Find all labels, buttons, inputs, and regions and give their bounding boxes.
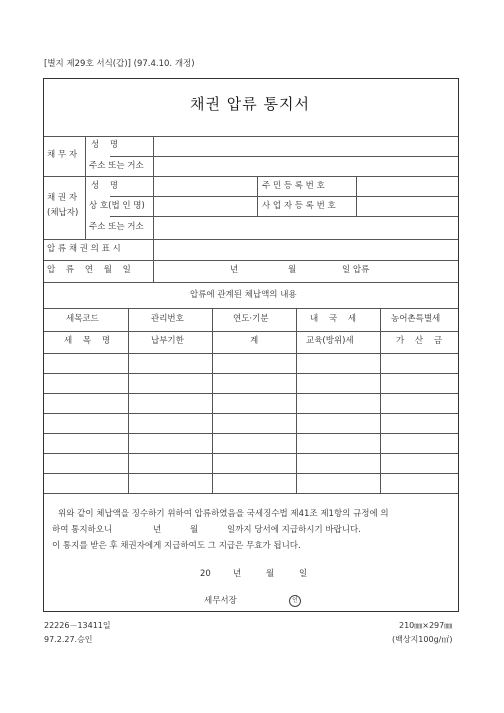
notice-line-1: 위와 같이 체납액을 징수하기 위하여 압류하였음을 국세징수법 제41조 제1항의 규정에 의 xyxy=(58,509,389,519)
notice-line-2-year: 년 xyxy=(153,525,162,535)
footer-paper-size: 210㎜×297㎜ xyxy=(399,621,453,630)
footer-approval-date: 97.2.27.승인 xyxy=(44,635,93,644)
date-month: 월 xyxy=(266,569,275,579)
form-title: 채권 압류 통지서 xyxy=(190,95,310,113)
col-tax-code: 세목코드 xyxy=(66,314,99,324)
col-year-period: 연도·기분 xyxy=(233,314,269,324)
date-prefix: 20 xyxy=(200,569,211,579)
notice-line-2a: 하여 통지하오니 xyxy=(52,525,113,535)
arrears-heading: 압류에 관계된 체납액의 내용 xyxy=(190,290,297,300)
date-day: 일 xyxy=(299,569,308,579)
seizure-month: 월 xyxy=(288,265,297,275)
debtor-name-label: 성 명 xyxy=(91,140,123,150)
col-total: 계 xyxy=(250,336,259,346)
col-education-tax: 교육(방위)세 xyxy=(306,336,354,346)
creditor-name-label: 성 명 xyxy=(91,181,123,191)
col-tax-item-name: 세 목 명 xyxy=(64,336,115,346)
col-internal-tax: 내 국 세 xyxy=(310,314,361,324)
creditor-sub-label: (체납자) xyxy=(47,208,79,218)
creditor-trade-name-label: 상 호(법 인 명) xyxy=(89,201,145,211)
notice-line-3: 이 통지를 받은 후 채권자에게 지급하여도 그 지급은 무효가 됩니다. xyxy=(52,541,301,551)
seized-claim-label: 압 류 채 권 의 표 시 xyxy=(47,244,121,254)
creditor-address-label: 주소 또는 거소 xyxy=(89,222,144,232)
notice-line-2b: 일까지 당서에 지급하시기 바랍니다. xyxy=(227,525,361,535)
col-due-date: 납부기한 xyxy=(151,336,184,346)
footer-paper-type: (백상지100g/㎡) xyxy=(392,635,453,644)
col-management-no: 관리번호 xyxy=(151,314,184,324)
business-number-label: 사 업 자 등 록 번 호 xyxy=(262,201,336,211)
signer-title: 세무서장 xyxy=(204,596,237,606)
form-number: [별지 제29호 서식(갑)] (97.4.10. 개정) xyxy=(44,59,195,69)
creditor-label: 채 권 자 xyxy=(47,193,78,203)
notice-form xyxy=(43,78,459,612)
debtor-label: 채 무 자 xyxy=(47,150,78,160)
date-year: 년 xyxy=(233,569,242,579)
seizure-year: 년 xyxy=(230,265,239,275)
debtor-address-label: 주소 또는 거소 xyxy=(89,161,144,171)
seizure-date-label: 압 류 연 월 일 xyxy=(47,265,135,275)
col-rural-special-tax: 농어촌특별세 xyxy=(391,314,441,324)
seal-mark: 인 xyxy=(289,595,301,607)
seizure-day: 일 압류 xyxy=(342,265,370,275)
notice-line-2-month: 월 xyxy=(190,525,199,535)
col-penalty: 가 산 금 xyxy=(396,336,447,346)
footer-form-code: 22226－13411일 xyxy=(44,621,111,630)
resident-number-label: 주 민 등 록 번 호 xyxy=(262,181,325,191)
